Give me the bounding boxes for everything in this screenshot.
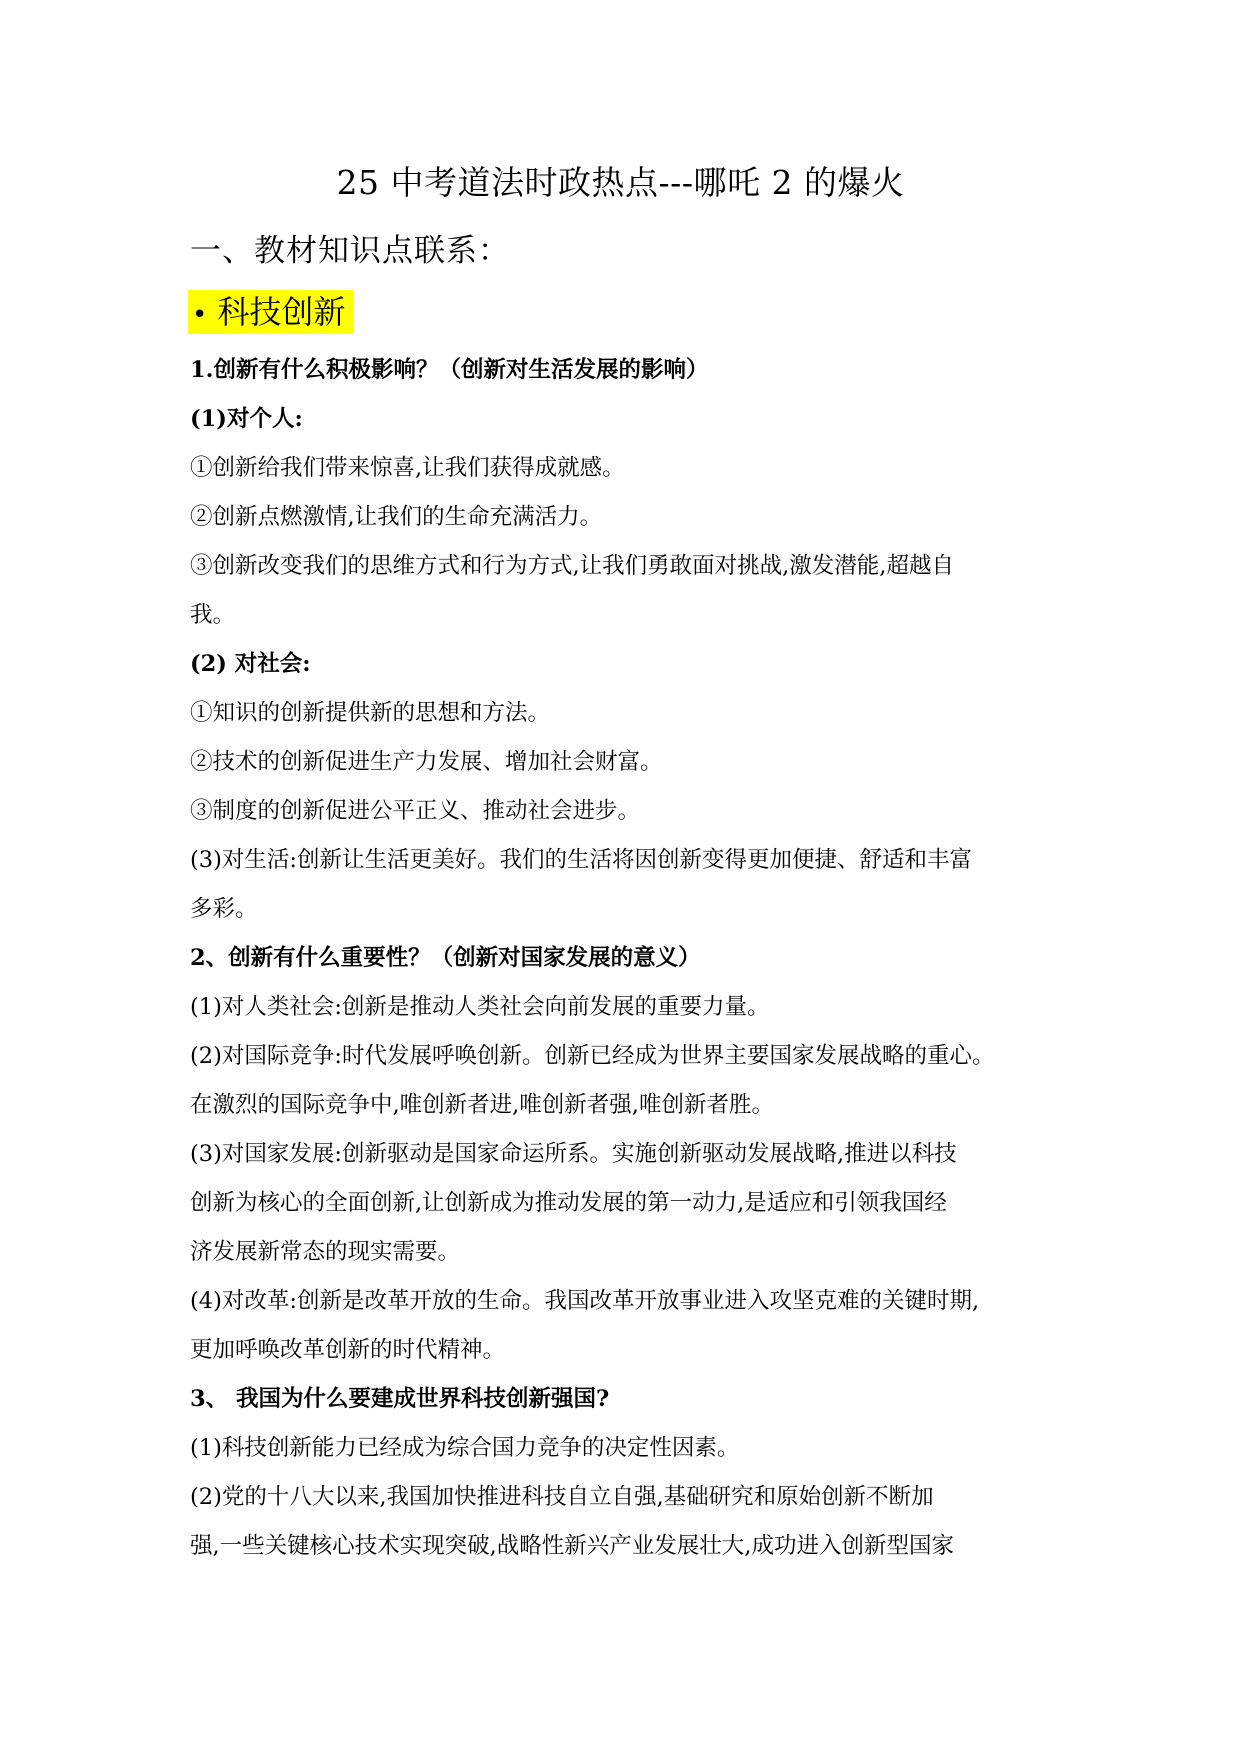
body-text-line: ①知识的创新提供新的思想和方法。 <box>190 700 551 726</box>
body-text-line: 多彩。 <box>190 896 258 922</box>
question-heading: (1)对个人: <box>190 406 303 432</box>
body-text-line: 创新为核心的全面创新,让创新成为推动发展的第一动力,是适应和引领我国经 <box>190 1190 947 1216</box>
body-text-line: (3)对生活:创新让生活更美好。我们的生活将因创新变得更加便捷、舒适和丰富 <box>190 847 972 873</box>
document-title: 25 中考道法时政热点---哪吒 2 的爆火 <box>336 163 905 202</box>
body-text-line: (1)科技创新能力已经成为综合国力竞争的决定性因素。 <box>190 1435 740 1461</box>
body-text-line: (3)对国家发展:创新驱动是国家命运所系。实施创新驱动发展战略,推进以科技 <box>190 1141 957 1167</box>
section-heading: 一、教材知识点联系： <box>190 233 510 269</box>
question-heading: 2、创新有什么重要性？（创新对国家发展的意义） <box>190 945 701 971</box>
body-text-line: 我。 <box>190 602 236 628</box>
question-heading: (2) 对社会: <box>190 651 311 677</box>
body-text-line: ②技术的创新促进生产力发展、增加社会财富。 <box>190 749 663 775</box>
bullet-icon: • <box>192 300 208 330</box>
body-text-line: 更加呼唤改革创新的时代精神。 <box>190 1337 506 1363</box>
body-text-line: 济发展新常态的现实需要。 <box>190 1239 461 1265</box>
body-content <box>190 346 1070 1571</box>
topic-highlight <box>188 290 353 334</box>
body-text-line: 在激烈的国际竞争中,唯创新者进,唯创新者强,唯创新者胜。 <box>190 1092 774 1118</box>
topic-label: 科技创新 <box>217 293 346 331</box>
body-text-line: (2)党的十八大以来,我国加快推进科技自立自强,基础研究和原始创新不断加 <box>190 1484 934 1510</box>
question-heading: 3、 我国为什么要建成世界科技创新强国? <box>190 1386 610 1412</box>
body-text-line: (4)对改革:创新是改革开放的生命。我国改革开放事业进入攻坚克难的关键时期, <box>190 1288 980 1314</box>
body-text-line: ②创新点燃激情,让我们的生命充满活力。 <box>190 504 603 530</box>
body-text-line: (1)对人类社会:创新是推动人类社会向前发展的重要力量。 <box>190 994 770 1020</box>
body-text-line: ①创新给我们带来惊喜,让我们获得成就感。 <box>190 455 625 481</box>
question-heading: 1.创新有什么积极影响？（创新对生活发展的影响） <box>190 357 709 383</box>
body-text-line: 强,一些关键核心技术实现突破,战略性新兴产业发展壮大,成功进入创新型国家 <box>190 1533 954 1559</box>
body-text-line: (2)对国际竞争:时代发展呼唤创新。创新已经成为世界主要国家发展战略的重心。 <box>190 1043 995 1069</box>
body-text-line: ③制度的创新促进公平正义、推动社会进步。 <box>190 798 641 824</box>
body-text-line: ③创新改变我们的思维方式和行为方式,让我们勇敢面对挑战,激发潜能,超越自 <box>190 553 954 579</box>
